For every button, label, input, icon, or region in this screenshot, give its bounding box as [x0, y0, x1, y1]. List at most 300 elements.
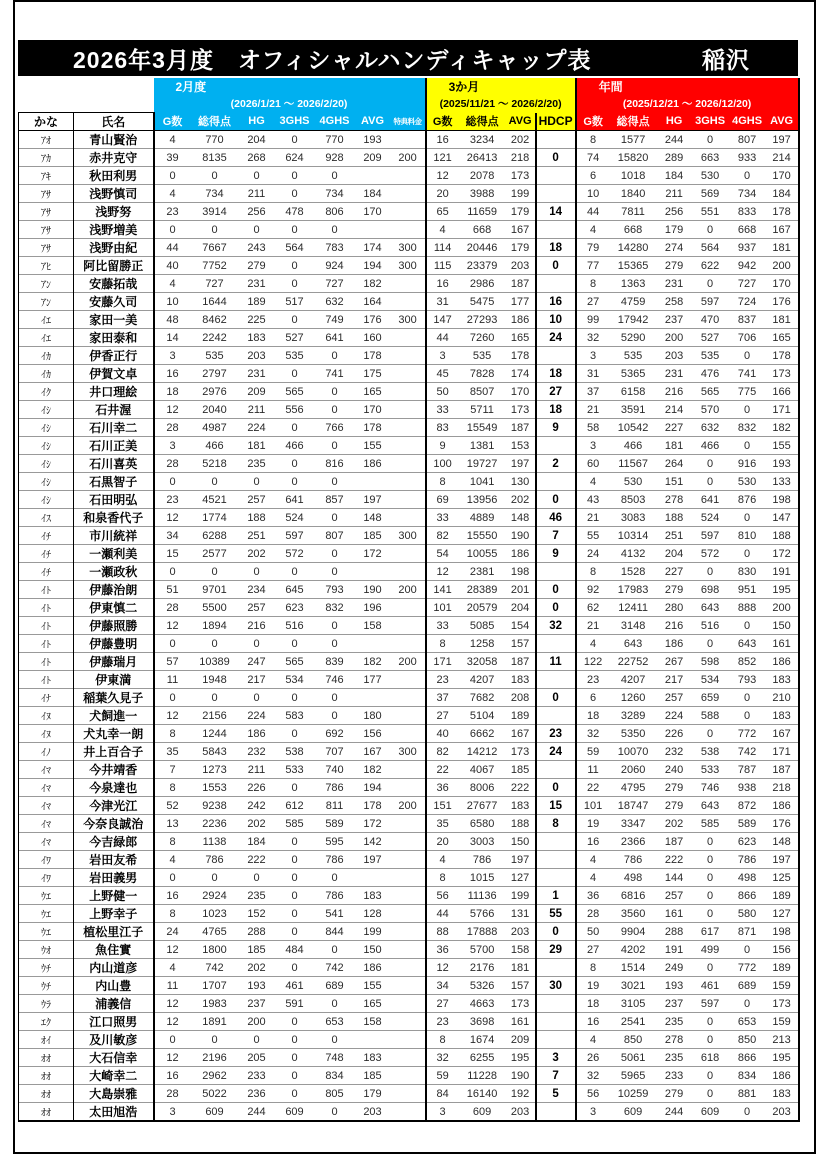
cell-yr-hg: 279: [657, 797, 692, 815]
cell-name: 青山賢治: [74, 131, 154, 149]
column-header-3mo-games: G数: [426, 113, 459, 131]
cell-3mo-avg: 187: [506, 275, 536, 293]
table-row: [19, 527, 799, 545]
cell-3mo-total: 15549: [459, 419, 506, 437]
cell-yr-4ghs: 0: [729, 545, 766, 563]
cell-feb-bonus: 200: [391, 653, 426, 671]
cell-feb-hg: 200: [239, 1013, 275, 1031]
cell-feb-avg: 182: [355, 761, 391, 779]
cell-yr-avg: 210: [766, 689, 799, 707]
cell-yr-3ghs: 643: [692, 599, 729, 617]
cell-3mo-total: 6255: [459, 1049, 506, 1067]
cell-yr-games: 19: [576, 815, 610, 833]
cell-yr-4ghs: 881: [729, 1085, 766, 1103]
cell-3mo-games: 44: [426, 905, 459, 923]
cell-yr-avg: 170: [766, 167, 799, 185]
cell-feb-bonus: [391, 779, 426, 797]
cell-yr-games: 16: [576, 833, 610, 851]
cell-name: 石川幸二: [74, 419, 154, 437]
cell-feb-bonus: [391, 347, 426, 365]
cell-yr-4ghs: 0: [729, 617, 766, 635]
cell-feb-3ghs: 0: [275, 635, 315, 653]
cell-3mo-avg: 187: [506, 653, 536, 671]
cell-feb-3ghs: 0: [275, 275, 315, 293]
cell-feb-total: 1891: [191, 1013, 239, 1031]
cell-feb-3ghs: 538: [275, 743, 315, 761]
cell-yr-avg: 203: [766, 1103, 799, 1122]
cell-yr-3ghs: 0: [692, 455, 729, 473]
cell-3mo-avg: 127: [506, 869, 536, 887]
cell-name: 井口理絵: [74, 383, 154, 401]
cell-feb-games: 0: [154, 1031, 191, 1049]
cell-yr-hg: 224: [657, 707, 692, 725]
cell-3mo-avg: 197: [506, 455, 536, 473]
cell-kana: ｲﾏ: [19, 761, 74, 779]
cell-3mo-games: 9: [426, 437, 459, 455]
table-row: [19, 923, 799, 941]
table-row: [19, 347, 799, 365]
cell-feb-3ghs: 535: [275, 347, 315, 365]
cell-yr-4ghs: 727: [729, 275, 766, 293]
cell-yr-hg: 151: [657, 473, 692, 491]
cell-yr-4ghs: 787: [729, 761, 766, 779]
cell-3mo-games: 59: [426, 1067, 459, 1085]
cell-feb-games: 10: [154, 293, 191, 311]
cell-feb-avg: 182: [355, 275, 391, 293]
cell-3mo-total: 7260: [459, 329, 506, 347]
cell-name: 上野幸子: [74, 905, 154, 923]
cell-feb-4ghs: 0: [315, 941, 355, 959]
cell-3mo-total: 17888: [459, 923, 506, 941]
cell-3mo-games: 12: [426, 563, 459, 581]
cell-feb-total: 742: [191, 959, 239, 977]
cell-yr-games: 21: [576, 401, 610, 419]
cell-name: 浅野努: [74, 203, 154, 221]
cell-feb-total: 4765: [191, 923, 239, 941]
cell-feb-bonus: [391, 923, 426, 941]
cell-yr-games: 24: [576, 545, 610, 563]
column-header-yr-total: 総得点: [610, 113, 657, 131]
cell-feb-hg: 209: [239, 383, 275, 401]
cell-yr-total: 4759: [610, 293, 657, 311]
cell-yr-total: 11567: [610, 455, 657, 473]
cell-feb-avg: 172: [355, 815, 391, 833]
table-row: [19, 473, 799, 491]
cell-hdcp: [536, 473, 576, 491]
cell-feb-hg: 0: [239, 1031, 275, 1049]
cell-yr-games: 26: [576, 1049, 610, 1067]
cell-feb-4ghs: 811: [315, 797, 355, 815]
column-header-kana: かな: [19, 113, 74, 131]
cell-yr-3ghs: 527: [692, 329, 729, 347]
cell-yr-3ghs: 0: [692, 851, 729, 869]
cell-yr-3ghs: 535: [692, 347, 729, 365]
cell-yr-games: 28: [576, 905, 610, 923]
cell-feb-avg: 167: [355, 743, 391, 761]
table-row: [19, 167, 799, 185]
cell-yr-avg: 195: [766, 1049, 799, 1067]
cell-feb-games: 28: [154, 1085, 191, 1103]
cell-feb-total: 1138: [191, 833, 239, 851]
cell-yr-avg: 156: [766, 941, 799, 959]
cell-yr-games: 4: [576, 851, 610, 869]
cell-name: 浅野増美: [74, 221, 154, 239]
cell-3mo-total: 26413: [459, 149, 506, 167]
cell-3mo-games: 35: [426, 815, 459, 833]
cell-yr-total: 786: [610, 851, 657, 869]
cell-feb-hg: 181: [239, 437, 275, 455]
cell-hdcp: [536, 347, 576, 365]
cell-feb-games: 28: [154, 455, 191, 473]
page-title: 2026年3月度 オフィシャルハンディキャップ表: [73, 46, 592, 73]
cell-hdcp: 29: [536, 941, 576, 959]
cell-3mo-avg: 173: [506, 995, 536, 1013]
cell-yr-total: 10314: [610, 527, 657, 545]
cell-hdcp: 9: [536, 419, 576, 437]
cell-3mo-avg: 177: [506, 293, 536, 311]
cell-feb-games: 8: [154, 833, 191, 851]
cell-yr-games: 10: [576, 185, 610, 203]
table-row: [19, 383, 799, 401]
cell-yr-total: 5350: [610, 725, 657, 743]
cell-hdcp: [536, 995, 576, 1013]
cell-kana: ｱｻ: [19, 203, 74, 221]
cell-yr-3ghs: 466: [692, 437, 729, 455]
cell-yr-avg: 176: [766, 815, 799, 833]
table-row: [19, 941, 799, 959]
cell-yr-3ghs: 598: [692, 653, 729, 671]
cell-feb-hg: 188: [239, 509, 275, 527]
cell-yr-3ghs: 0: [692, 905, 729, 923]
cell-3mo-games: 20: [426, 185, 459, 203]
cell-yr-avg: 170: [766, 275, 799, 293]
cell-3mo-total: 668: [459, 221, 506, 239]
cell-feb-4ghs: 805: [315, 1085, 355, 1103]
cell-feb-hg: 185: [239, 941, 275, 959]
cell-hdcp: [536, 563, 576, 581]
cell-feb-hg: 0: [239, 689, 275, 707]
cell-3mo-avg: 203: [506, 923, 536, 941]
cell-3mo-avg: 150: [506, 833, 536, 851]
cell-yr-games: 4: [576, 635, 610, 653]
cell-feb-3ghs: 527: [275, 329, 315, 347]
cell-feb-hg: 257: [239, 599, 275, 617]
cell-feb-total: 2976: [191, 383, 239, 401]
cell-yr-games: 4: [576, 473, 610, 491]
cell-feb-4ghs: 0: [315, 1103, 355, 1122]
cell-feb-4ghs: 924: [315, 257, 355, 275]
cell-yr-3ghs: 0: [692, 887, 729, 905]
table-row: [19, 221, 799, 239]
cell-feb-4ghs: 742: [315, 959, 355, 977]
cell-yr-games: 37: [576, 383, 610, 401]
cell-3mo-avg: 208: [506, 689, 536, 707]
cell-feb-4ghs: 786: [315, 851, 355, 869]
cell-feb-avg: 179: [355, 1085, 391, 1103]
cell-yr-3ghs: 551: [692, 203, 729, 221]
cell-name: 安藤久司: [74, 293, 154, 311]
cell-yr-hg: 186: [657, 635, 692, 653]
cell-yr-hg: 227: [657, 419, 692, 437]
cell-3mo-avg: 202: [506, 131, 536, 149]
cell-yr-games: 44: [576, 203, 610, 221]
table-row: [19, 977, 799, 995]
cell-feb-avg: 196: [355, 599, 391, 617]
cell-feb-3ghs: 612: [275, 797, 315, 815]
column-header-hdcp: HDCP: [536, 113, 576, 131]
cell-yr-3ghs: 609: [692, 1103, 729, 1122]
cell-feb-games: 51: [154, 581, 191, 599]
cell-hdcp: [536, 1031, 576, 1049]
cell-feb-total: 3914: [191, 203, 239, 221]
cell-feb-hg: 203: [239, 347, 275, 365]
cell-3mo-avg: 131: [506, 905, 536, 923]
cell-feb-total: 1983: [191, 995, 239, 1013]
cell-feb-avg: 170: [355, 401, 391, 419]
cell-yr-3ghs: 618: [692, 1049, 729, 1067]
cell-feb-total: 0: [191, 1031, 239, 1049]
cell-yr-avg: 166: [766, 383, 799, 401]
cell-yr-4ghs: 837: [729, 311, 766, 329]
cell-yr-avg: 183: [766, 707, 799, 725]
cell-yr-4ghs: 689: [729, 977, 766, 995]
cell-feb-bonus: [391, 329, 426, 347]
cell-yr-games: 43: [576, 491, 610, 509]
cell-feb-games: 4: [154, 275, 191, 293]
cell-feb-games: 15: [154, 545, 191, 563]
cell-yr-avg: 165: [766, 329, 799, 347]
cell-feb-total: 1707: [191, 977, 239, 995]
cell-kana: ｲｼ: [19, 473, 74, 491]
cell-feb-hg: 222: [239, 851, 275, 869]
cell-feb-3ghs: 0: [275, 959, 315, 977]
cell-feb-avg: 174: [355, 239, 391, 257]
cell-name: 犬飼進一: [74, 707, 154, 725]
cell-3mo-total: 4207: [459, 671, 506, 689]
cell-feb-total: 1948: [191, 671, 239, 689]
cell-yr-3ghs: 569: [692, 185, 729, 203]
cell-feb-4ghs: 749: [315, 311, 355, 329]
page-frame: [13, 0, 816, 1154]
cell-feb-hg: 279: [239, 257, 275, 275]
cell-feb-games: 12: [154, 995, 191, 1013]
cell-yr-hg: 235: [657, 1013, 692, 1031]
cell-yr-games: 22: [576, 779, 610, 797]
cell-name: 及川敏彦: [74, 1031, 154, 1049]
cell-3mo-total: 27293: [459, 311, 506, 329]
cell-3mo-games: 84: [426, 1085, 459, 1103]
cell-yr-games: 50: [576, 923, 610, 941]
cell-feb-4ghs: 741: [315, 365, 355, 383]
cell-feb-hg: 217: [239, 671, 275, 689]
cell-name: 伊東慎二: [74, 599, 154, 617]
cell-yr-avg: 183: [766, 1085, 799, 1103]
cell-feb-total: 0: [191, 869, 239, 887]
cell-hdcp: [536, 851, 576, 869]
cell-yr-hg: 279: [657, 779, 692, 797]
cell-3mo-total: 27677: [459, 797, 506, 815]
cell-yr-games: 8: [576, 959, 610, 977]
table-row: [19, 707, 799, 725]
cell-yr-total: 6158: [610, 383, 657, 401]
cell-yr-4ghs: 832: [729, 419, 766, 437]
cell-name: 今吉緑郎: [74, 833, 154, 851]
cell-yr-avg: 214: [766, 149, 799, 167]
cell-3mo-total: 7828: [459, 365, 506, 383]
cell-yr-hg: 279: [657, 1085, 692, 1103]
cell-kana: ｵｵ: [19, 1067, 74, 1085]
cell-yr-4ghs: 623: [729, 833, 766, 851]
cell-yr-games: 99: [576, 311, 610, 329]
cell-feb-games: 0: [154, 563, 191, 581]
cell-feb-4ghs: 692: [315, 725, 355, 743]
cell-feb-games: 3: [154, 437, 191, 455]
cell-feb-3ghs: 624: [275, 149, 315, 167]
cell-feb-games: 3: [154, 1103, 191, 1122]
table-row: [19, 509, 799, 527]
cell-yr-3ghs: 659: [692, 689, 729, 707]
cell-feb-4ghs: 541: [315, 905, 355, 923]
cell-feb-games: 0: [154, 869, 191, 887]
cell-yr-hg: 222: [657, 851, 692, 869]
group-header-annual: 年間: [576, 78, 799, 95]
cell-feb-total: 727: [191, 275, 239, 293]
cell-feb-hg: 247: [239, 653, 275, 671]
cell-yr-avg: 171: [766, 401, 799, 419]
cell-yr-4ghs: 741: [729, 365, 766, 383]
cell-yr-games: 8: [576, 131, 610, 149]
cell-yr-games: 122: [576, 653, 610, 671]
cell-yr-avg: 161: [766, 635, 799, 653]
cell-feb-hg: 0: [239, 221, 275, 239]
location-label: 稲沢: [702, 46, 750, 73]
cell-feb-4ghs: 0: [315, 869, 355, 887]
cell-yr-total: 643: [610, 635, 657, 653]
cell-name: 阿比留勝正: [74, 257, 154, 275]
cell-yr-4ghs: 833: [729, 203, 766, 221]
cell-feb-avg: 164: [355, 293, 391, 311]
cell-kana: ｲｴ: [19, 311, 74, 329]
cell-feb-4ghs: 0: [315, 635, 355, 653]
cell-kana: ｲﾁ: [19, 545, 74, 563]
cell-yr-3ghs: 524: [692, 509, 729, 527]
cell-yr-4ghs: 668: [729, 221, 766, 239]
cell-yr-games: 27: [576, 293, 610, 311]
cell-kana: ｲﾁ: [19, 563, 74, 581]
cell-yr-hg: 232: [657, 743, 692, 761]
cell-yr-4ghs: 0: [729, 1103, 766, 1122]
cell-feb-total: 0: [191, 167, 239, 185]
cell-feb-4ghs: 0: [315, 383, 355, 401]
cell-hdcp: 1: [536, 887, 576, 905]
cell-name: 伊賀文卓: [74, 365, 154, 383]
cell-3mo-total: 5700: [459, 941, 506, 959]
cell-yr-3ghs: 534: [692, 671, 729, 689]
cell-3mo-games: 16: [426, 275, 459, 293]
table-row: [19, 815, 799, 833]
cell-hdcp: [536, 185, 576, 203]
cell-yr-games: 59: [576, 743, 610, 761]
cell-feb-bonus: [391, 509, 426, 527]
cell-yr-games: 74: [576, 149, 610, 167]
cell-3mo-avg: 158: [506, 941, 536, 959]
cell-feb-bonus: [391, 1049, 426, 1067]
cell-3mo-total: 535: [459, 347, 506, 365]
cell-kana: ｲﾇ: [19, 707, 74, 725]
cell-hdcp: [536, 833, 576, 851]
cell-name: 大島崇雅: [74, 1085, 154, 1103]
cell-feb-4ghs: 641: [315, 329, 355, 347]
cell-yr-avg: 125: [766, 869, 799, 887]
cell-feb-avg: 128: [355, 905, 391, 923]
cell-kana: ｲｼ: [19, 437, 74, 455]
cell-3mo-avg: 173: [506, 743, 536, 761]
cell-3mo-avg: 188: [506, 815, 536, 833]
cell-feb-bonus: [391, 1031, 426, 1049]
cell-3mo-games: 12: [426, 959, 459, 977]
cell-yr-total: 1528: [610, 563, 657, 581]
cell-feb-4ghs: 589: [315, 815, 355, 833]
cell-feb-avg: 197: [355, 851, 391, 869]
cell-yr-avg: 181: [766, 311, 799, 329]
cell-feb-bonus: [391, 959, 426, 977]
cell-feb-bonus: 200: [391, 581, 426, 599]
cell-yr-hg: 249: [657, 959, 692, 977]
cell-feb-4ghs: 770: [315, 131, 355, 149]
cell-3mo-avg: 183: [506, 797, 536, 815]
cell-yr-4ghs: 786: [729, 851, 766, 869]
cell-3mo-total: 15550: [459, 527, 506, 545]
cell-3mo-total: 11136: [459, 887, 506, 905]
cell-3mo-avg: 179: [506, 203, 536, 221]
cell-yr-avg: 159: [766, 977, 799, 995]
cell-yr-total: 10070: [610, 743, 657, 761]
cell-feb-bonus: [391, 401, 426, 419]
cell-yr-games: 4: [576, 869, 610, 887]
table-row: [19, 149, 799, 167]
table-row: [19, 869, 799, 887]
cell-feb-avg: 176: [355, 311, 391, 329]
cell-3mo-avg: 199: [506, 887, 536, 905]
cell-feb-avg: 184: [355, 185, 391, 203]
cell-feb-games: 39: [154, 149, 191, 167]
cell-yr-total: 498: [610, 869, 657, 887]
column-header-feb-total: 総得点: [191, 113, 239, 131]
cell-kana: ｲｸ: [19, 383, 74, 401]
cell-hdcp: 0: [536, 149, 576, 167]
cell-yr-avg: 182: [766, 419, 799, 437]
cell-feb-3ghs: 0: [275, 167, 315, 185]
cell-feb-hg: 233: [239, 1067, 275, 1085]
table-row: [19, 1103, 799, 1122]
cell-name: 稲葉久見子: [74, 689, 154, 707]
cell-yr-hg: 216: [657, 617, 692, 635]
cell-yr-hg: 257: [657, 689, 692, 707]
cell-name: 石田明弘: [74, 491, 154, 509]
cell-name: 一瀬利美: [74, 545, 154, 563]
cell-feb-games: 28: [154, 599, 191, 617]
cell-feb-avg: 165: [355, 995, 391, 1013]
cell-kana: ｲﾉ: [19, 743, 74, 761]
cell-feb-avg: [355, 221, 391, 239]
cell-feb-bonus: [391, 275, 426, 293]
column-header-feb-4ghs: 4GHS: [315, 113, 355, 131]
table-row: [19, 311, 799, 329]
column-header-3mo-avg: AVG: [506, 113, 536, 131]
cell-yr-games: 3: [576, 1103, 610, 1122]
cell-yr-hg: 264: [657, 455, 692, 473]
cell-feb-total: 2577: [191, 545, 239, 563]
